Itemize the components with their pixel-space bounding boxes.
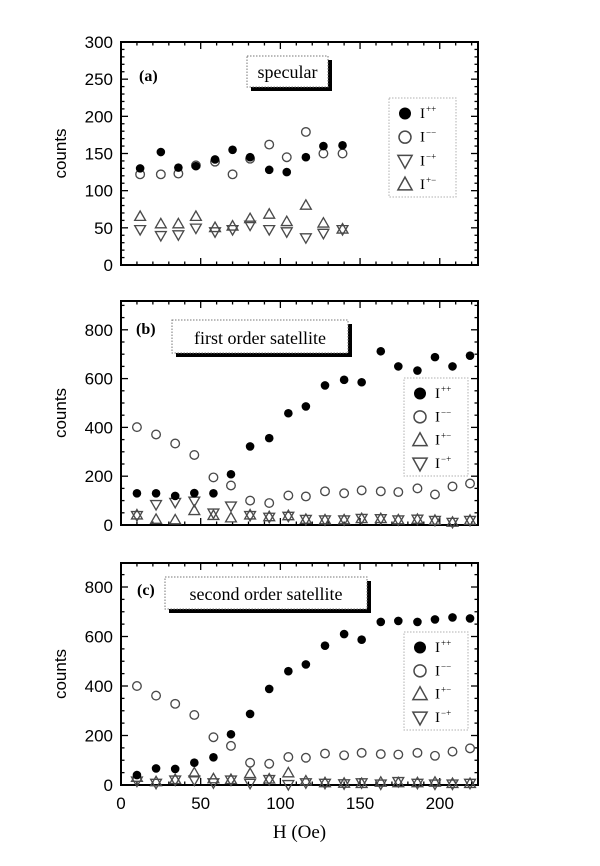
data-point-I++ — [228, 145, 237, 154]
data-point-I++ — [152, 764, 161, 773]
y-tick-label: 0 — [103, 256, 113, 275]
legend-marker-circle-filled — [414, 388, 426, 400]
data-point-I++ — [246, 710, 255, 719]
panel-c — [51, 563, 478, 843]
y-tick-label: 200 — [84, 107, 113, 127]
legend-superscript: ++ — [426, 104, 437, 114]
legend-label: I−− — [435, 407, 452, 426]
panel-title-box — [247, 56, 332, 91]
legend-label: I+− — [435, 684, 452, 703]
panel-title: specular — [257, 62, 318, 82]
legend-marker-circle-filled — [414, 642, 426, 654]
legend — [404, 632, 468, 730]
legend-label: I++ — [420, 104, 437, 122]
data-point-I++ — [321, 641, 330, 650]
data-point-I++ — [209, 489, 218, 498]
legend-label: I+− — [435, 430, 452, 449]
legend — [404, 378, 468, 476]
x-tick-label: 0 — [116, 794, 126, 813]
data-point-I++ — [152, 489, 161, 498]
y-tick-label: 200 — [84, 726, 113, 746]
y-tick-label: 250 — [84, 70, 113, 90]
y-tick-labels — [85, 321, 113, 535]
data-point-I++ — [466, 351, 475, 360]
legend-label: I+− — [420, 175, 437, 193]
legend-label: I−+ — [435, 454, 452, 472]
panel-title: first order satellite — [194, 328, 326, 348]
data-point-I++ — [190, 489, 199, 498]
data-point-I++ — [284, 409, 293, 418]
data-point-I++ — [340, 630, 349, 639]
panel-title: second order satellite — [189, 584, 343, 604]
data-point-I++ — [192, 162, 201, 171]
panel-letter: (c) — [137, 582, 155, 599]
legend-superscript: +− — [441, 430, 452, 441]
x-tick-label: 50 — [191, 794, 211, 813]
data-point-I++ — [340, 376, 349, 385]
y-tick-label: 300 — [84, 33, 113, 52]
y-tick-labels — [85, 33, 113, 275]
data-point-I++ — [448, 362, 457, 371]
data-point-I++ — [133, 489, 142, 498]
y-axis-title: counts — [51, 128, 70, 179]
data-point-I++ — [302, 660, 311, 669]
data-point-I++ — [357, 378, 366, 387]
data-point-I++ — [227, 470, 236, 479]
data-point-I++ — [174, 163, 183, 172]
y-tick-label: 800 — [84, 578, 113, 598]
panel-letter: (b) — [136, 321, 156, 338]
data-point-I++ — [211, 155, 220, 164]
data-point-I++ — [171, 765, 180, 774]
y-tick-label: 100 — [84, 181, 113, 201]
data-point-I++ — [209, 753, 218, 762]
legend-label: I++ — [435, 384, 452, 402]
panel-a — [51, 33, 478, 275]
data-point-I++ — [413, 618, 422, 627]
y-tick-label: 600 — [84, 627, 113, 647]
legend-superscript: −− — [441, 661, 452, 672]
data-point-I++ — [357, 635, 366, 644]
data-point-I++ — [227, 730, 236, 739]
data-point-I++ — [284, 667, 293, 676]
data-point-I++ — [133, 771, 142, 780]
legend-label: I−+ — [420, 151, 437, 170]
data-point-I++ — [431, 615, 440, 624]
y-tick-label: 0 — [103, 776, 113, 795]
data-point-I++ — [413, 366, 422, 375]
y-tick-label: 400 — [84, 418, 113, 438]
y-tick-labels — [85, 578, 113, 795]
y-axis-title: counts — [51, 648, 70, 700]
legend-superscript: −+ — [441, 454, 452, 464]
y-tick-label: 400 — [84, 677, 113, 697]
data-point-I++ — [157, 148, 166, 157]
x-axis-title: H (Oe) — [272, 822, 327, 843]
data-point-I++ — [190, 758, 199, 767]
panel-b — [51, 301, 478, 535]
panel-letter: (a) — [139, 68, 158, 85]
legend-superscript: +− — [441, 684, 452, 695]
panel-title-box — [165, 577, 371, 613]
panel-title-box — [172, 320, 352, 357]
x-tick-label: 200 — [425, 794, 454, 813]
legend-superscript: −+ — [426, 151, 437, 162]
data-point-I++ — [466, 614, 475, 623]
data-point-I++ — [376, 618, 385, 627]
legend-superscript: −− — [441, 407, 452, 418]
y-axis-title: counts — [51, 387, 70, 439]
data-point-I++ — [171, 492, 180, 501]
y-tick-label: 600 — [84, 369, 113, 389]
data-point-I++ — [376, 347, 385, 356]
data-point-I++ — [265, 434, 274, 443]
x-tick-label: 150 — [345, 794, 375, 813]
y-tick-label: 200 — [84, 467, 113, 487]
legend-superscript: ++ — [441, 638, 452, 648]
data-point-I++ — [265, 685, 274, 694]
legend — [389, 98, 456, 197]
data-point-I++ — [394, 362, 403, 371]
data-point-I++ — [321, 381, 330, 390]
x-tick-label: 100 — [266, 794, 295, 813]
data-point-I++ — [282, 168, 291, 177]
y-tick-label: 150 — [84, 144, 113, 164]
data-point-I++ — [265, 166, 274, 175]
data-point-I++ — [338, 141, 347, 150]
data-point-I++ — [246, 153, 255, 162]
data-point-I++ — [302, 153, 311, 162]
y-tick-label: 50 — [94, 218, 113, 238]
y-tick-label: 0 — [103, 516, 113, 535]
data-point-I++ — [302, 402, 311, 411]
legend-label: I++ — [435, 638, 452, 656]
x-tick-labels — [116, 794, 454, 813]
data-point-I++ — [246, 442, 255, 451]
legend-superscript: −+ — [441, 708, 452, 718]
legend-marker-circle-filled — [399, 108, 411, 120]
data-point-I++ — [394, 617, 403, 626]
legend-superscript: +− — [426, 175, 437, 185]
data-point-I++ — [431, 353, 440, 362]
legend-label: I−− — [435, 661, 452, 680]
data-point-I++ — [448, 613, 457, 622]
legend-label: I−+ — [435, 708, 452, 726]
legend-label: I−− — [420, 127, 437, 146]
legend-superscript: ++ — [441, 384, 452, 394]
y-tick-label: 800 — [84, 320, 113, 340]
legend-superscript: −− — [426, 127, 437, 138]
data-point-I++ — [136, 164, 145, 173]
data-point-I++ — [319, 142, 328, 151]
